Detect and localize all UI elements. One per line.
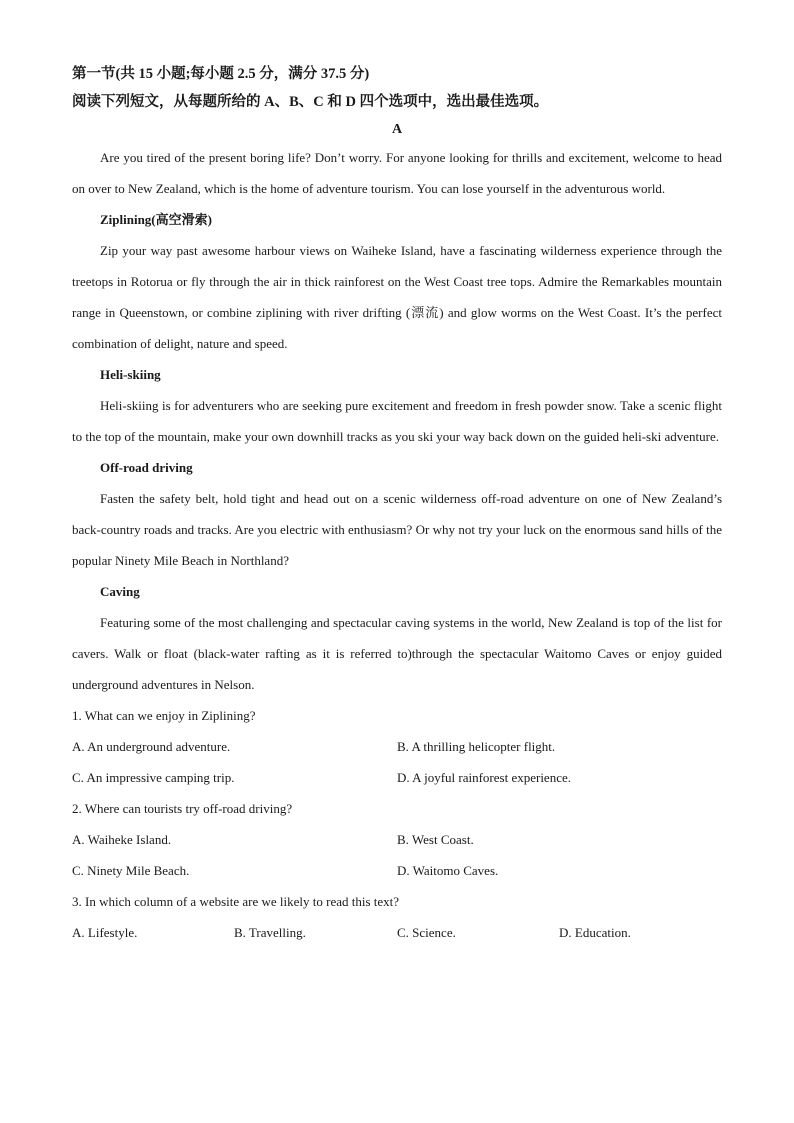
question-3-option-a[interactable]: A. Lifestyle. — [72, 925, 138, 940]
question-2-options — [72, 824, 722, 886]
question-3-stem: 3. In which column of a website are we likely to read this text? — [72, 894, 400, 909]
subheading-off-road-driving: Off-road driving — [100, 460, 193, 475]
section-heading: 第一节(共 15 小题;每小题 2.5 分，满分 37.5 分) — [72, 66, 370, 82]
question-3-option-b[interactable]: B. Travelling. — [234, 925, 306, 940]
paragraph-ziplining: Zip your way past awesome harbour views on Waiheke Island, have a fascinating wilderness experience through the treetops in Rotorua or fly through the air in thick rainforest on the West Coast tree tops. Admire the Remarkables mountain range in Queenstown, or combine ziplining with river drifting (漂流) and glow worms on the West Coast. It’s the perfect combination of delight, nature and speed. — [72, 243, 722, 351]
question-1-options — [72, 731, 722, 793]
question-3-option-d[interactable]: D. Education. — [559, 925, 631, 940]
question-1-option-c[interactable]: C. An impressive camping trip. — [72, 770, 235, 785]
paragraph-caving: Featuring some of the most challenging and spectacular caving systems in the world, New Zealand is top of the list for cavers. Walk or float (black-water rafting as it is referred to)through the spectacular Waitomo Caves or enjoy guided underground adventures in Nelson. — [72, 615, 722, 692]
question-3-options — [72, 917, 722, 948]
reading-instruction: 阅读下列短文，从每题所给的 A、B、C 和 D 四个选项中，选出最佳选项。 — [72, 94, 549, 110]
question-1-option-b[interactable]: B. A thrilling helicopter flight. — [397, 739, 556, 754]
question-2-option-c[interactable]: C. Ninety Mile Beach. — [72, 863, 190, 878]
question-2-option-d[interactable]: D. Waitomo Caves. — [397, 863, 499, 878]
question-1-option-a[interactable]: A. An underground adventure. — [72, 739, 231, 754]
subheading-ziplining: Ziplining(高空滑索) — [100, 212, 212, 227]
question-1-option-d[interactable]: D. A joyful rainforest experience. — [397, 770, 571, 785]
paragraph-heli-skiing: Heli-skiing is for adventurers who are seeking pure excitement and freedom in fresh powder snow. Take a scenic flight to the top of the mountain, make your own downhill tracks as you ski your way back down on the guided heli-ski adventure. — [72, 398, 722, 444]
question-2-option-a[interactable]: A. Waiheke Island. — [72, 832, 172, 847]
question-3-option-c[interactable]: C. Science. — [397, 925, 456, 940]
subheading-caving: Caving — [100, 584, 140, 599]
passage-label: A — [391, 122, 403, 137]
passage-intro: Are you tired of the present boring life? Don’t worry. For anyone looking for thrills and excitement, welcome to head on over to New Zealand, which is the home of adventure tourism. You can lose yourself in the adventurous world. — [72, 150, 722, 196]
exam-page — [72, 64, 722, 948]
subheading-heli-skiing: Heli-skiing — [100, 367, 161, 382]
question-1-stem: 1. What can we enjoy in Ziplining? — [72, 708, 256, 723]
question-2-option-b[interactable]: B. West Coast. — [397, 832, 474, 847]
paragraph-off-road-driving: Fasten the safety belt, hold tight and head out on a scenic wilderness off-road adventure on one of New Zealand’s back-country roads and tracks. Are you electric with enthusiasm? Or why not try your luck on the enormous sand hills of the popular Ninety Mile Beach in Northland? — [72, 491, 722, 568]
question-2-stem: 2. Where can tourists try off-road driving? — [72, 801, 293, 816]
